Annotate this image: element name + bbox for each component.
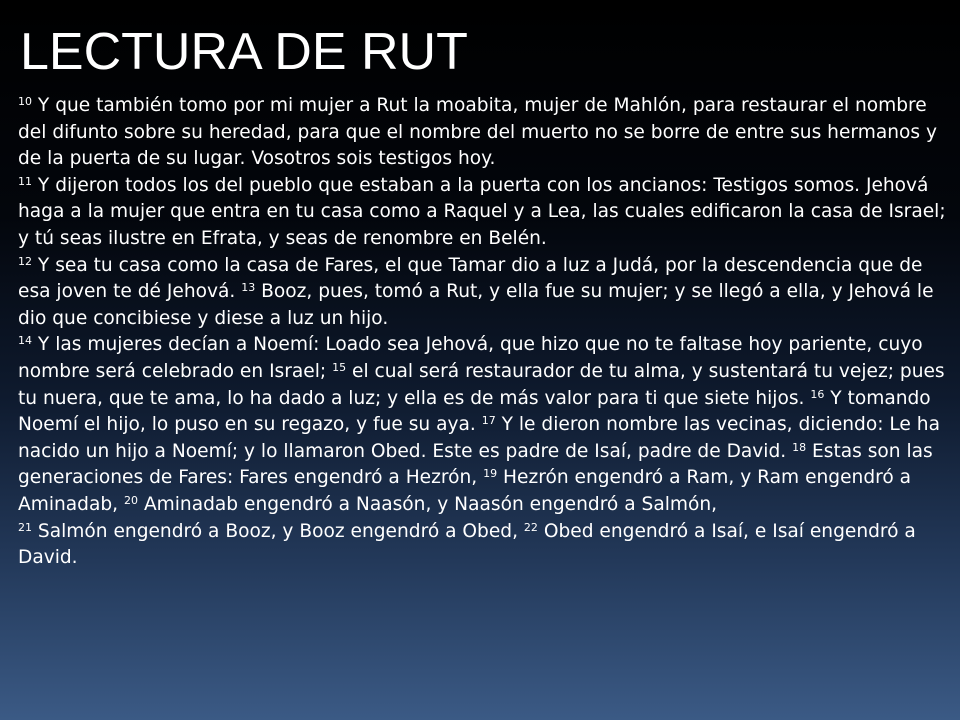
verse-text: Y las mujeres decían a Noemí: Loado sea Jehová, que hizo que no te faltase hoy pariente, cuyo nombre será celebrado en Israel; <box>18 334 923 382</box>
verse-10 <box>18 95 937 169</box>
verse-text: Y le dieron nombre las vecinas, diciendo: Le ha nacido un hijo a Noemí; y lo llamaron Obed. Este es padre de Isaí, padre de David. <box>18 414 940 462</box>
verse-text: Y tomando Noemí el hijo, lo puso en su regazo, y fue su aya. <box>18 387 931 436</box>
verse-text: Y sea tu casa como la casa de Fares, el que Tamar dio a luz a Judá, por la descendencia que de esa joven te dé Jehová. <box>18 254 923 303</box>
verse-21 <box>18 521 518 542</box>
slide-title: LECTURA DE RUT <box>20 23 468 81</box>
verse-text: Aminadab engendró a Naasón, y Naasón engendró a Salmón, <box>143 493 718 515</box>
verse-number: 18 <box>792 440 807 454</box>
verse-number: 11 <box>18 174 32 188</box>
verse-number: 16 <box>810 387 825 401</box>
verse-text: Y que también tomo por mi mujer a Rut la moabita, mujer de Mahlón, para restaurar el nombre del difunto sobre su heredad, para que el nombre del muerto no se borre de entre sus hermanos y de la puerta de su lugar. Vosotros sois testigos hoy. <box>18 95 937 170</box>
verse-number: 13 <box>241 281 256 295</box>
verse-number: 22 <box>523 520 538 534</box>
verse-text: Obed engendró a Isaí, e Isaí engendró a David. <box>18 520 916 569</box>
verse-number: 12 <box>18 254 32 268</box>
verse-text: Hezrón engendró a Ram, y Ram engendró a Aminadab, <box>18 467 912 515</box>
verse-text: Y dijeron todos los del pueblo que estaban a la puerta con los ancianos: Testigos somos. Jehová haga a la mujer que entra en tu casa como a Raquel y a Lea, las cuales edificaron la casa de Israel; y tú seas ilustre en Efrata, y seas de renombre en Belén. <box>18 174 946 249</box>
verse-number: 10 <box>18 94 32 108</box>
verse-text: Booz, pues, tomó a Rut, y ella fue su mujer; y se llegó a ella, y Jehová le dio que concibiese y diese a luz un hijo. <box>18 281 934 329</box>
verse-number: 19 <box>483 467 498 481</box>
verse-text: el cual será restaurador de tu alma, y sustentará tu vejez; pues tu nuera, que te ama, lo ha dado a luz; y ella es de más valor para ti que siete hijos. <box>18 360 945 409</box>
verse-text: Estas son las generaciones de Fares: Fares engendró a Hezrón, <box>18 440 933 489</box>
verse-number: 20 <box>124 493 139 507</box>
verse-number: 14 <box>18 334 32 348</box>
verse-11 <box>18 175 946 249</box>
verse-number: 21 <box>18 520 32 534</box>
verse-number: 15 <box>332 360 347 374</box>
scripture-passage <box>18 93 952 572</box>
verse-text: Salmón engendró a Booz, y Booz engendró a Obed, <box>37 520 518 542</box>
verse-20 <box>124 494 717 515</box>
verse-number: 17 <box>481 414 496 428</box>
